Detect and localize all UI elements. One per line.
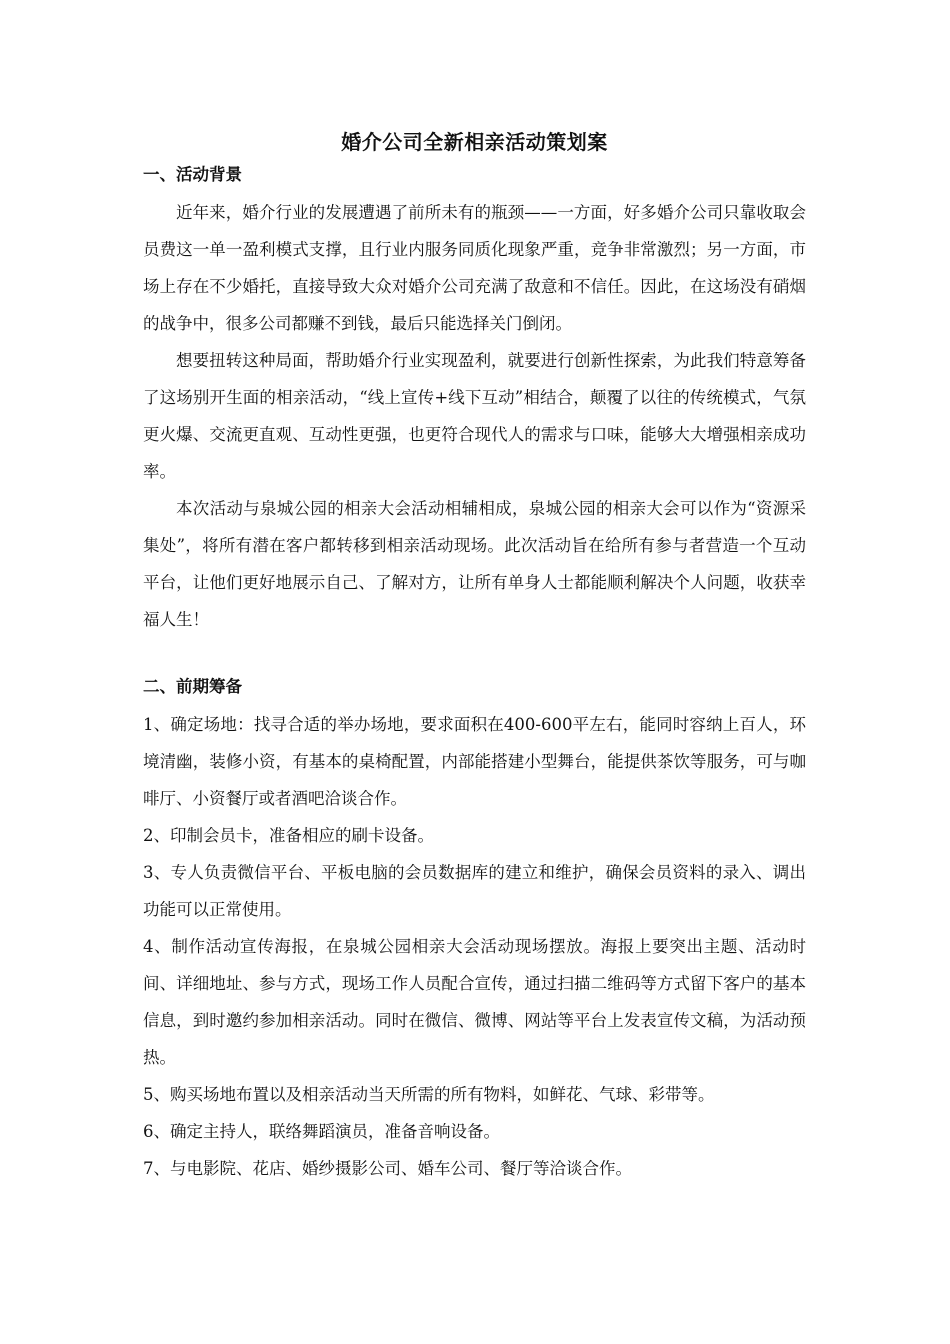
background-paragraph-2: 想要扭转这种局面，帮助婚介行业实现盈利，就要进行创新性探索，为此我们特意筹备了这场别开生面的相亲活动，“线上宣传+线下互动”相结合，颠覆了以往的传统模式，气氛更火爆、交流更直观、互动性更强，也更符合现代人的需求与口味，能够大大增强相亲成功率。 [143, 351, 806, 481]
preparation-item-5: 5、购买场地布置以及相亲活动当天所需的所有物料，如鲜花、气球、彩带等。 [143, 1085, 715, 1104]
preparation-item-3: 3、专人负责微信平台、平板电脑的会员数据库的建立和维护，确保会员资料的录入、调出功能可以正常使用。 [143, 863, 806, 919]
document-body [143, 124, 806, 1187]
preparation-item-4: 4、制作活动宣传海报，在泉城公园相亲大会活动现场摆放。海报上要突出主题、活动时间、详细地址、参与方式，现场工作人员配合宣传，通过扫描二维码等方式留下客户的基本信息，到时邀约参加相亲活动。同时在微信、微博、网站等平台上发表宣传文稿，为活动预热。 [143, 937, 806, 1067]
preparation-item-2: 2、印制会员卡，准备相应的刷卡设备。 [143, 826, 434, 845]
document-title: 婚介公司全新相亲活动策划案 [341, 130, 608, 154]
section-heading-background: 一、活动背景 [143, 165, 242, 184]
background-paragraph-3: 本次活动与泉城公园的相亲大会活动相辅相成，泉城公园的相亲大会可以作为“资源采集处”，将所有潜在客户都转移到相亲活动现场。此次活动旨在给所有参与者营造一个互动平台，让他们更好地展示自己、了解对方，让所有单身人士都能顺利解决个人问题，收获幸福人生！ [143, 499, 806, 629]
preparation-item-7: 7、与电影院、花店、婚纱摄影公司、婚车公司、餐厅等洽谈合作。 [143, 1159, 632, 1178]
preparation-item-6: 6、确定主持人，联络舞蹈演员，准备音响设备。 [143, 1122, 500, 1141]
preparation-item-1: 1、确定场地：找寻合适的举办场地，要求面积在400-600平左右，能同时容纳上百人，环境清幽，装修小资，有基本的桌椅配置，内部能搭建小型舞台，能提供茶饮等服务，可与咖啡厅、小资餐厅或者酒吧洽谈合作。 [143, 715, 806, 808]
background-paragraph-1: 近年来，婚介行业的发展遭遇了前所未有的瓶颈——一方面，好多婚介公司只靠收取会员费这一单一盈利模式支撑，且行业内服务同质化现象严重，竞争非常激烈；另一方面，市场上存在不少婚托，直接导致大众对婚介公司充满了敌意和不信任。因此，在这场没有硝烟的战争中，很多公司都赚不到钱，最后只能选择关门倒闭。 [143, 203, 806, 333]
section-heading-preparation: 二、前期筹备 [143, 677, 242, 696]
section-spacer [143, 638, 806, 672]
